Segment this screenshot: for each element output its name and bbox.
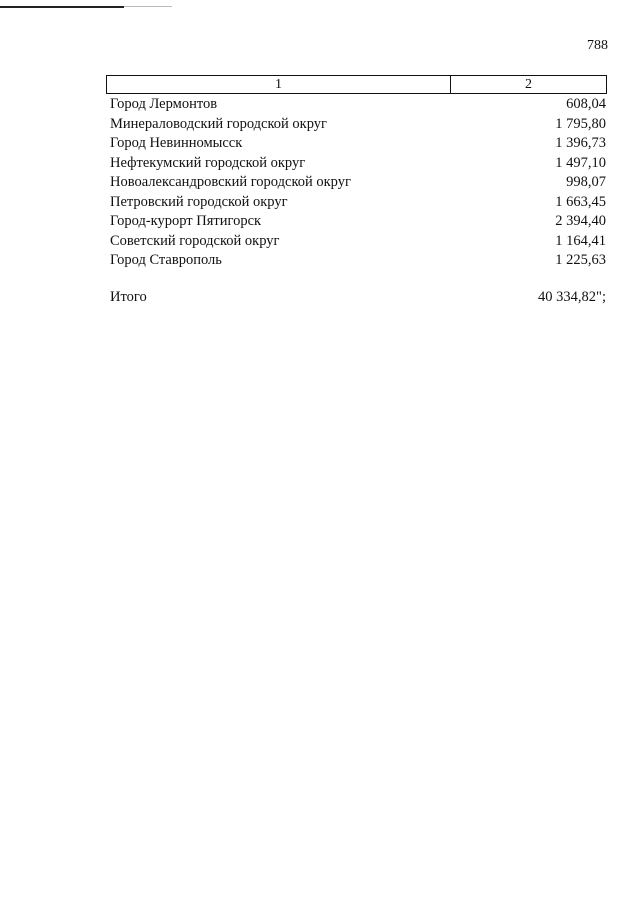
row-name: Нефтекумский городской округ	[110, 154, 306, 171]
row-value: 1 795,80	[555, 115, 606, 132]
page-number: 788	[587, 38, 608, 53]
top-rule-faint	[124, 6, 172, 7]
row-value: 1 663,45	[555, 193, 606, 210]
row-value: 1 164,41	[555, 232, 606, 249]
table-header	[106, 75, 607, 94]
row-name: Город Ставрополь	[110, 252, 222, 268]
row-name: Город-курорт Пятигорск	[110, 213, 262, 229]
table-row	[110, 212, 606, 232]
top-rule	[0, 6, 124, 8]
row-value: 998,07	[566, 174, 606, 190]
total-label: Итого	[110, 289, 147, 305]
header-col-2: 2	[525, 76, 532, 92]
row-value: 1 225,63	[555, 252, 606, 268]
table-row	[110, 154, 606, 174]
total-row	[110, 288, 606, 308]
table-row	[110, 173, 606, 193]
row-value: 1 497,10	[555, 154, 606, 171]
table-row	[110, 134, 606, 154]
table-row	[110, 193, 606, 213]
header-col-1: 1	[107, 76, 451, 93]
table-row	[110, 232, 606, 252]
row-name: Минераловодский городской округ	[110, 115, 327, 132]
table-row	[110, 115, 606, 135]
table-row	[110, 251, 606, 271]
table-body	[110, 95, 606, 271]
row-value: 608,04	[566, 96, 606, 112]
row-value: 2 394,40	[555, 213, 606, 229]
row-name: Город Невинномысск	[110, 135, 243, 151]
total-value: 40 334,82";	[538, 289, 606, 305]
row-name: Петровский городской округ	[110, 193, 288, 210]
row-name: Новоалександровский городской округ	[110, 174, 351, 190]
row-name: Город Лермонтов	[110, 96, 218, 112]
row-name: Советский городской округ	[110, 232, 280, 249]
row-value: 1 396,73	[555, 135, 606, 151]
table-row	[110, 95, 606, 115]
